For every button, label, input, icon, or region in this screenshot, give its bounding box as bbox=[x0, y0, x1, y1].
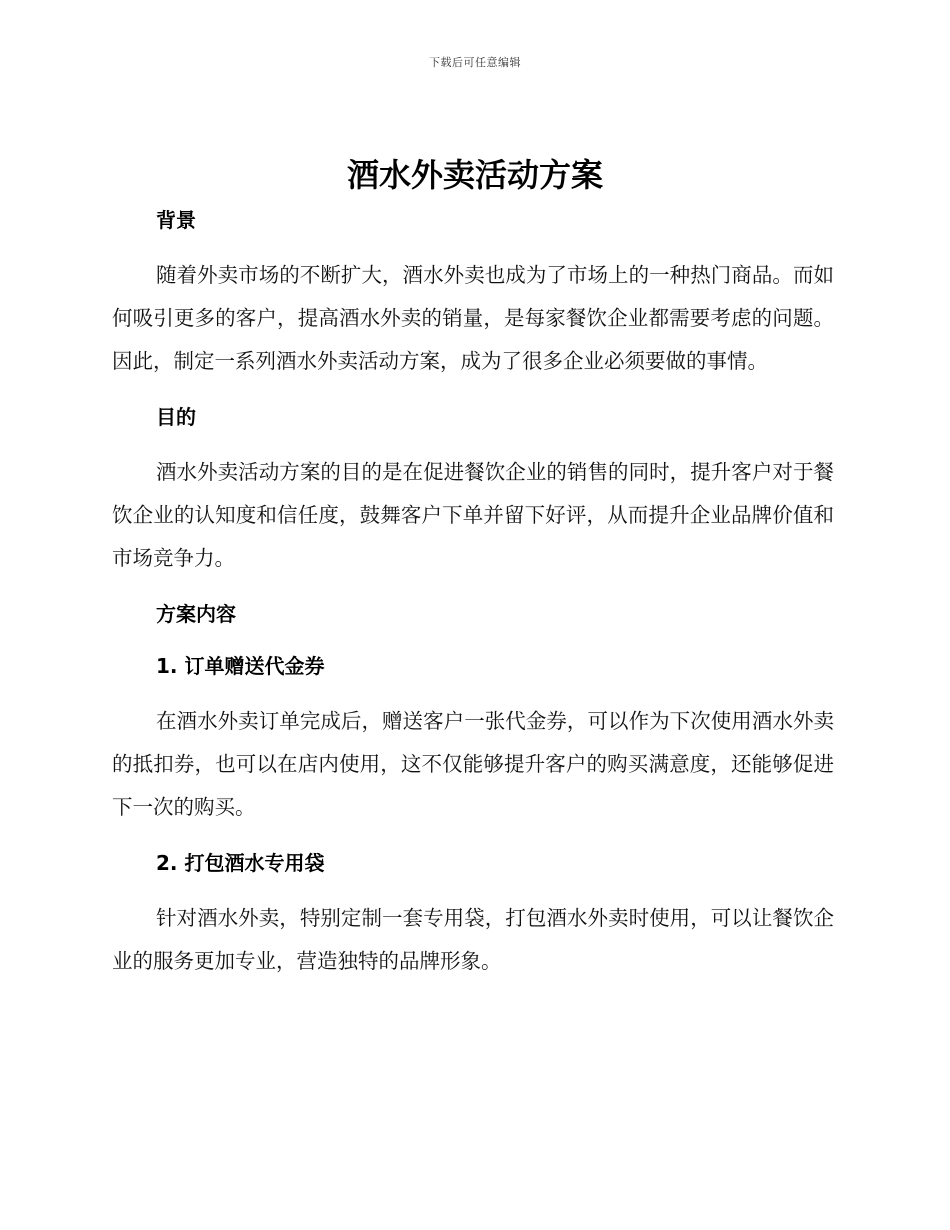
document-title: 酒水外卖活动方案 bbox=[346, 156, 603, 194]
header-note: 下载后可任意编辑 bbox=[429, 56, 521, 69]
section-paragraph-item2: 针对酒水外卖，特别定制一套专用袋，打包酒水外卖时使用，可以让餐饮企业的服务更加专业，营造独特的品牌形象。 bbox=[112, 906, 834, 973]
section-heading-plan: 方案内容 bbox=[156, 602, 236, 626]
section-heading-purpose: 目的 bbox=[156, 405, 196, 429]
section-heading-item2: 2. 打包酒水专用袋 bbox=[156, 851, 325, 875]
section-paragraph-purpose: 酒水外卖活动方案的目的是在促进餐饮企业的销售的同时，提升客户对于餐饮企业的认知度和信任度，鼓舞客户下单并留下好评，从而提升企业品牌价值和市场竞争力。 bbox=[112, 460, 834, 570]
section-heading-background: 背景 bbox=[156, 208, 196, 232]
section-paragraph-item1: 在酒水外卖订单完成后，赠送客户一张代金券，可以作为下次使用酒水外卖的抵扣券，也可以在店内使用，这不仅能够提升客户的购买满意度，还能够促进下一次的购买。 bbox=[112, 709, 834, 819]
document-body bbox=[112, 202, 834, 983]
section-heading-item1: 1. 订单赠送代金券 bbox=[156, 654, 325, 678]
section-paragraph-background: 随着外卖市场的不断扩大，酒水外卖也成为了市场上的一种热门商品。而如何吸引更多的客户，提高酒水外卖的销量，是每家餐饮企业都需要考虑的问题。因此，制定一系列酒水外卖活动方案，成为了很多企业必须要做的事情。 bbox=[112, 263, 834, 373]
